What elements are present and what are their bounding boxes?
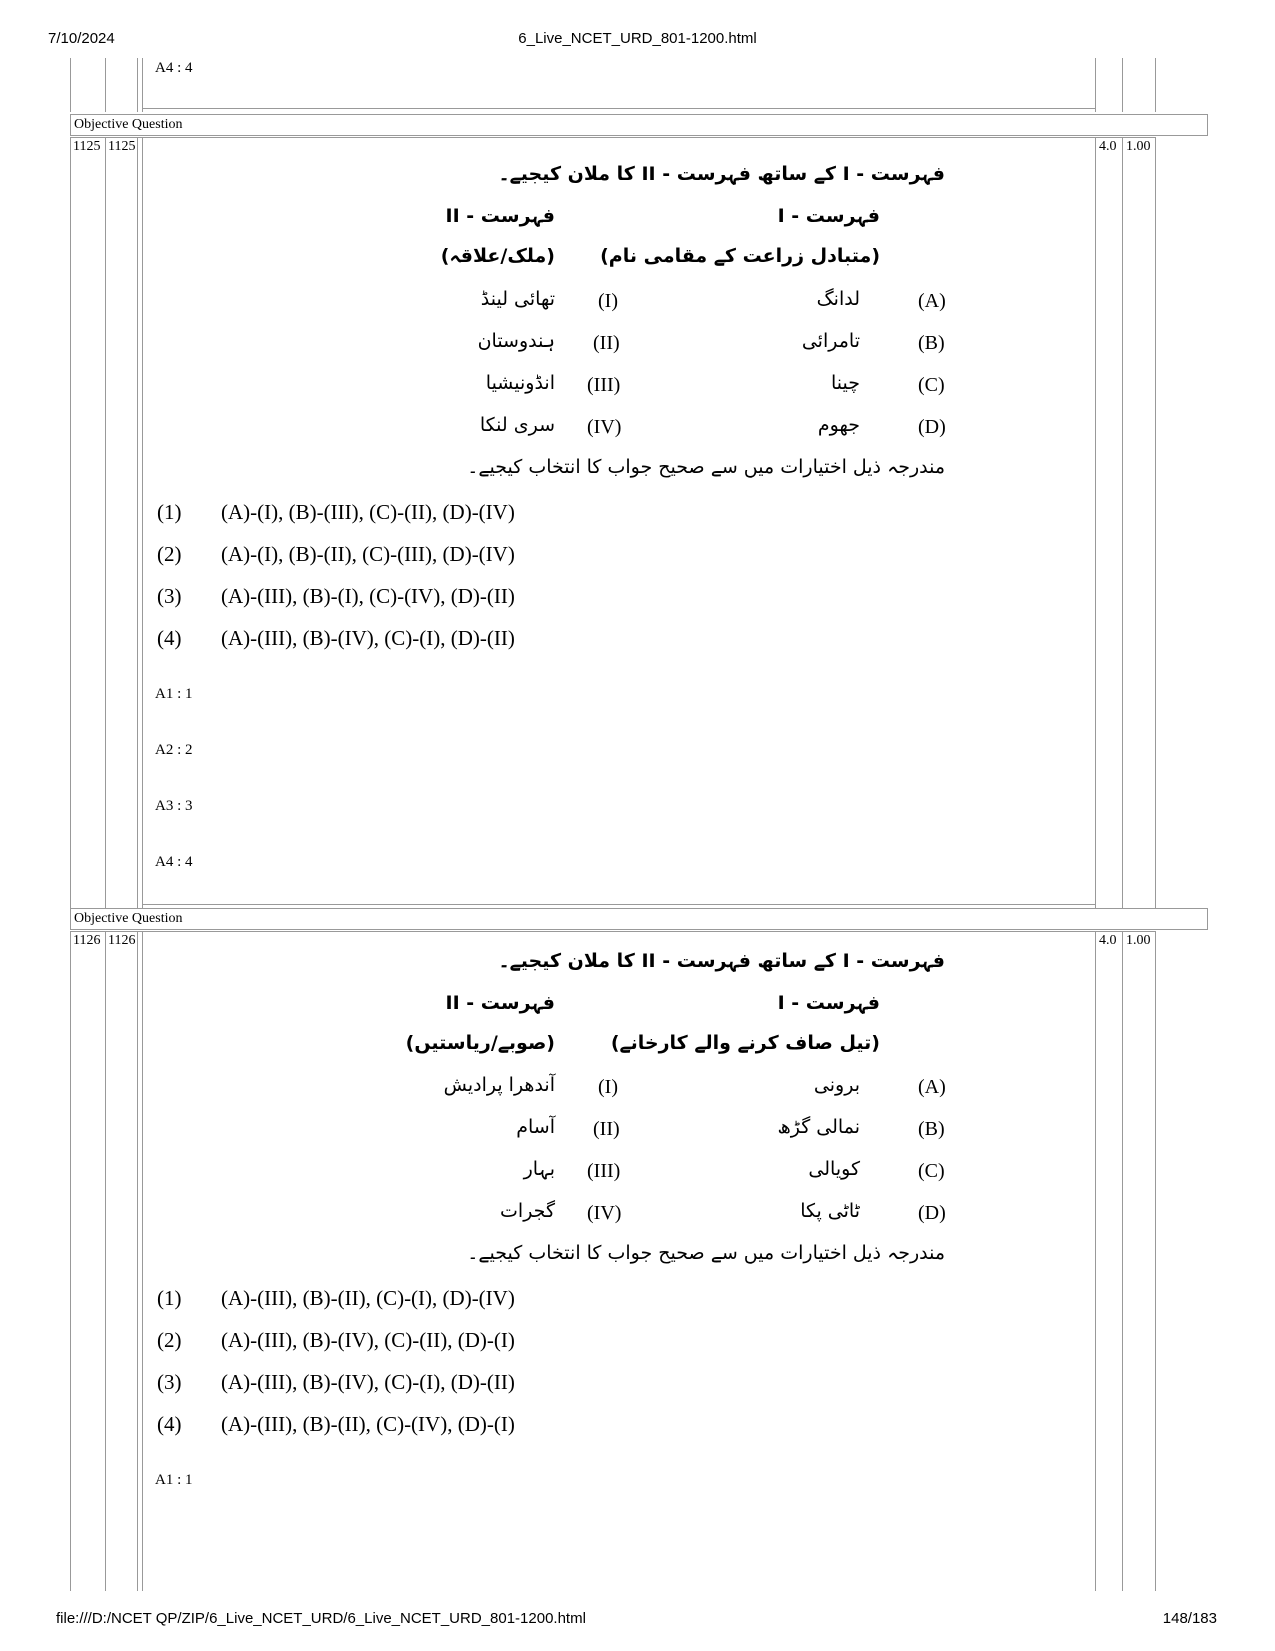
list2-subtitle: (ملک/علاقہ) bbox=[440, 245, 555, 267]
list1-title: فہرست - I bbox=[777, 992, 880, 1014]
list1-subtitle: (تیل صاف کرنے والے کارخانے) bbox=[610, 1032, 880, 1054]
answer-key: A1 : 1 bbox=[155, 686, 193, 702]
question-instruction: فہرست - I کے ساتھ فہرست - II کا ملان کیجیے۔ bbox=[498, 163, 945, 185]
question-instruction: فہرست - I کے ساتھ فہرست - II کا ملان کیجیے۔ bbox=[498, 950, 945, 972]
answer-key: A2 : 2 bbox=[155, 742, 193, 758]
negative-marks: 1.00 bbox=[1126, 933, 1151, 948]
file-path: file:///D:/NCET QP/ZIP/6_Live_NCET_URD/6_Live_NCET_URD_801-1200.html bbox=[56, 1610, 586, 1627]
document-title: 6_Live_NCET_URD_801-1200.html bbox=[518, 30, 757, 47]
list1-subtitle: (متبادل زراعت کے مقامی نام) bbox=[600, 245, 880, 267]
question-type-bar: Objective Question bbox=[70, 114, 1208, 136]
choose-instruction: مندرجہ ذیل اختیارات میں سے صحیح جواب کا انتخاب کیجیے۔ bbox=[467, 1242, 945, 1264]
choose-instruction: مندرجہ ذیل اختیارات میں سے صحیح جواب کا انتخاب کیجیے۔ bbox=[467, 456, 945, 478]
answer-key: A4 : 4 bbox=[155, 854, 193, 870]
question-id: 1126 bbox=[108, 933, 136, 948]
page-number: 148/183 bbox=[1162, 1610, 1217, 1627]
answer-key: A3 : 3 bbox=[155, 798, 193, 814]
question-type-bar: Objective Question bbox=[70, 908, 1208, 930]
list2-subtitle: (صوبے/ریاستیں) bbox=[405, 1032, 555, 1054]
answer-key: A4 : 4 bbox=[155, 60, 193, 76]
marks: 4.0 bbox=[1099, 139, 1117, 154]
serial-number: 1125 bbox=[73, 139, 101, 154]
list2-title: فہرست - II bbox=[445, 992, 555, 1014]
print-date: 7/10/2024 bbox=[48, 30, 115, 47]
serial-number: 1126 bbox=[73, 933, 101, 948]
answer-key: A1 : 1 bbox=[155, 1472, 193, 1488]
question-id: 1125 bbox=[108, 139, 136, 154]
list1-title: فہرست - I bbox=[777, 205, 880, 227]
list2-title: فہرست - II bbox=[445, 205, 555, 227]
marks: 4.0 bbox=[1099, 933, 1117, 948]
negative-marks: 1.00 bbox=[1126, 139, 1151, 154]
